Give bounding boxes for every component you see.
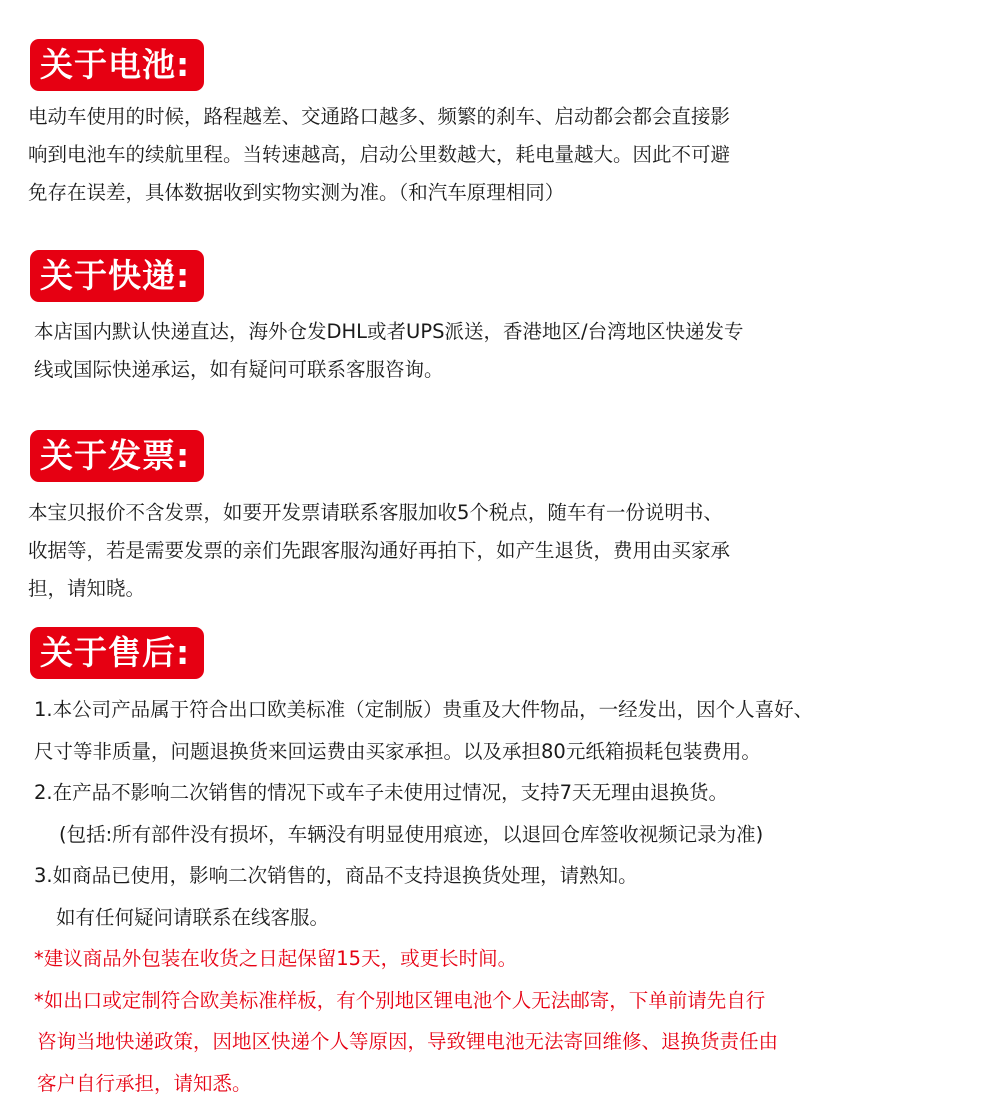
after-sales-line: 如有任何疑问请联系在线客服。 <box>56 905 330 929</box>
delivery-line: 本店国内默认快递直达，海外仓发DHL或者UPS派送，香港地区/台湾地区快递发专 <box>34 320 744 343</box>
invoice-line: 收据等，若是需要发票的亲们先跟客服沟通好再拍下，如产生退货，费用由买家承 <box>28 539 731 562</box>
invoice-heading: 关于发票: <box>30 430 204 482</box>
battery-heading: 关于电池: <box>30 39 204 91</box>
after-sales-heading: 关于售后: <box>30 627 204 679</box>
after-sales-line: 尺寸等非质量，问题退换货来回运费由买家承担。以及承担80元纸箱损耗包装费用。 <box>34 739 761 763</box>
after-sales-line: 2.在产品不影响二次销售的情况下或车子未使用过情况，支持7天无理由退换货。 <box>34 781 729 804</box>
invoice-paragraph <box>28 494 730 608</box>
after-sales-note: 客户自行承担，请知悉。 <box>37 1071 252 1095</box>
delivery-line: 线或国际快递承运，如有疑问可联系客服咨询。 <box>34 358 444 381</box>
after-sales-note: *建议商品外包装在收货之日起保留15天，或更长时间。 <box>34 947 518 970</box>
battery-line: 响到电池车的续航里程。当转速越高，启动公里数越大，耗电量越大。因此不可避 <box>28 143 731 166</box>
battery-line: 免存在误差，具体数据收到实物实测为准。（和汽车原理相同） <box>28 181 565 204</box>
delivery-heading: 关于快递: <box>30 250 204 302</box>
after-sales-paragraph <box>34 689 813 1104</box>
invoice-line: 本宝贝报价不含发票，如要开发票请联系客服加收5个税点，随车有一份说明书、 <box>28 501 723 524</box>
battery-line: 电动车使用的时候，路程越差、交通路口越多、频繁的刹车、启动都会都会直接影 <box>28 105 731 128</box>
after-sales-line: 3.如商品已使用，影响二次销售的，商品不支持退换货处理，请熟知。 <box>34 864 638 887</box>
delivery-paragraph <box>34 313 744 389</box>
battery-paragraph <box>28 98 730 212</box>
invoice-line: 担，请知晓。 <box>28 577 146 600</box>
after-sales-line: 1.本公司产品属于符合出口欧美标准（定制版）贵重及大件物品，一经发出，因个人喜好、 <box>34 698 814 721</box>
after-sales-note: 咨询当地快递政策，因地区快递个人等原因，导致锂电池无法寄回维修、退换货责任由 <box>37 1030 779 1053</box>
after-sales-line: (包括:所有部件没有损坏，车辆没有明显使用痕迹，以退回仓库签收视频记录为准) <box>59 822 764 846</box>
after-sales-note: *如出口或定制符合欧美标准样板，有个别地区锂电池个人无法邮寄，下单前请先自行 <box>34 988 766 1012</box>
